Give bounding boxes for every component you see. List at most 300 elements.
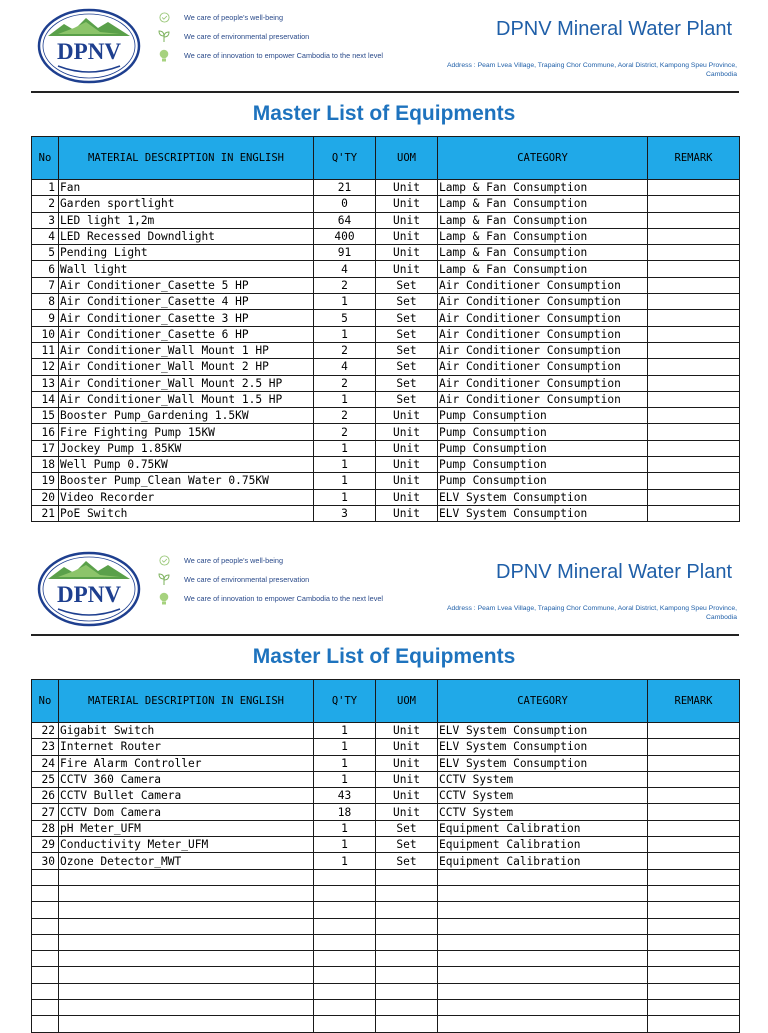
cell-remark	[648, 755, 740, 771]
tagline-item	[158, 27, 448, 46]
cell-qty: 4	[314, 261, 376, 277]
cell-qty: 1	[314, 440, 376, 456]
table-row	[32, 310, 740, 326]
table-row	[32, 788, 740, 804]
column-header-category: CATEGORY	[438, 680, 648, 723]
cell-category: Air Conditioner Consumption	[438, 294, 648, 310]
cell-no: 13	[32, 375, 59, 391]
tagline-item	[158, 551, 448, 570]
cell-category	[438, 918, 648, 934]
table-row	[32, 440, 740, 456]
table-row	[32, 934, 740, 950]
equipment-table	[31, 679, 740, 1033]
table-row	[32, 983, 740, 999]
cell-description: Air Conditioner_Casette 6 HP	[59, 326, 314, 342]
cell-no: 10	[32, 326, 59, 342]
cell-description	[59, 983, 314, 999]
cell-category: Lamp & Fan Consumption	[438, 196, 648, 212]
cell-category	[438, 869, 648, 885]
column-header-qty: Q'TY	[314, 680, 376, 723]
table-row	[32, 424, 740, 440]
cell-no	[32, 983, 59, 999]
cell-uom	[376, 934, 438, 950]
cell-uom	[376, 902, 438, 918]
cell-remark	[648, 326, 740, 342]
cell-description: Fire Alarm Controller	[59, 755, 314, 771]
cell-category: ELV System Consumption	[438, 489, 648, 505]
cell-remark	[648, 489, 740, 505]
cell-uom: Unit	[376, 440, 438, 456]
table-row	[32, 967, 740, 983]
column-header-uom: UOM	[376, 680, 438, 723]
cell-description: Air Conditioner_Wall Mount 1 HP	[59, 342, 314, 358]
cell-remark	[648, 212, 740, 228]
cell-category: ELV System Consumption	[438, 755, 648, 771]
cell-category: ELV System Consumption	[438, 723, 648, 739]
page-header	[0, 543, 768, 635]
table-row	[32, 359, 740, 375]
cell-uom: Unit	[376, 473, 438, 489]
cell-description	[59, 885, 314, 901]
cell-remark	[648, 261, 740, 277]
table-row	[32, 473, 740, 489]
cell-category: Air Conditioner Consumption	[438, 326, 648, 342]
cell-qty: 0	[314, 196, 376, 212]
cell-no	[32, 934, 59, 950]
table-row	[32, 771, 740, 787]
cell-category: Lamp & Fan Consumption	[438, 245, 648, 261]
cell-remark	[648, 771, 740, 787]
cell-no: 29	[32, 837, 59, 853]
cell-description: Air Conditioner_Wall Mount 2 HP	[59, 359, 314, 375]
cell-no: 19	[32, 473, 59, 489]
cell-category: Lamp & Fan Consumption	[438, 180, 648, 196]
cell-no: 9	[32, 310, 59, 326]
cell-no: 22	[32, 723, 59, 739]
cell-uom	[376, 1000, 438, 1016]
cell-uom: Set	[376, 310, 438, 326]
cell-remark	[648, 902, 740, 918]
cell-qty: 5	[314, 310, 376, 326]
column-header-qty: Q'TY	[314, 137, 376, 180]
cell-qty	[314, 934, 376, 950]
table-row	[32, 245, 740, 261]
cell-description: Fire Fighting Pump 15KW	[59, 424, 314, 440]
cell-remark	[648, 967, 740, 983]
cell-uom: Unit	[376, 457, 438, 473]
cell-description: Garden sportlight	[59, 196, 314, 212]
cell-category	[438, 902, 648, 918]
cell-category: Lamp & Fan Consumption	[438, 212, 648, 228]
cell-remark	[648, 837, 740, 853]
cell-remark	[648, 342, 740, 358]
cell-no: 23	[32, 739, 59, 755]
cell-no: 5	[32, 245, 59, 261]
table-row	[32, 885, 740, 901]
cell-category	[438, 885, 648, 901]
cell-remark	[648, 1000, 740, 1016]
cell-uom: Unit	[376, 739, 438, 755]
lightbulb-icon	[158, 49, 170, 63]
cell-no: 24	[32, 755, 59, 771]
cell-no	[32, 885, 59, 901]
cell-description	[59, 951, 314, 967]
cell-remark	[648, 918, 740, 934]
cell-no: 25	[32, 771, 59, 787]
cell-uom	[376, 951, 438, 967]
cell-qty: 1	[314, 820, 376, 836]
cell-category: ELV System Consumption	[438, 505, 648, 521]
cell-category	[438, 934, 648, 950]
cell-no: 26	[32, 788, 59, 804]
cell-qty: 1	[314, 771, 376, 787]
cell-qty: 1	[314, 326, 376, 342]
check-circle-icon	[158, 11, 170, 25]
table-row	[32, 212, 740, 228]
cell-uom: Set	[376, 837, 438, 853]
cell-qty	[314, 1000, 376, 1016]
page-header	[0, 0, 768, 92]
cell-description: Wall light	[59, 261, 314, 277]
cell-uom: Unit	[376, 804, 438, 820]
cell-uom	[376, 983, 438, 999]
leaf-icon	[158, 30, 170, 44]
cell-remark	[648, 739, 740, 755]
cell-remark	[648, 196, 740, 212]
page-title: Master List of Equipments	[252, 645, 516, 668]
table-row	[32, 408, 740, 424]
cell-description	[59, 918, 314, 934]
cell-no: 14	[32, 391, 59, 407]
cell-remark	[648, 869, 740, 885]
cell-remark	[648, 951, 740, 967]
company-name: DPNV Mineral Water Plant	[496, 18, 732, 40]
cell-description: PoE Switch	[59, 505, 314, 521]
cell-qty: 1	[314, 723, 376, 739]
cell-qty: 1	[314, 457, 376, 473]
cell-category: CCTV System	[438, 804, 648, 820]
tagline-item	[158, 46, 448, 65]
cell-remark	[648, 440, 740, 456]
tagline-item	[158, 570, 448, 589]
cell-uom: Unit	[376, 196, 438, 212]
cell-category	[438, 1000, 648, 1016]
tagline-text: We care of people's well-being	[184, 13, 284, 22]
tagline-list	[158, 551, 448, 608]
cell-uom: Set	[376, 391, 438, 407]
table-row	[32, 723, 740, 739]
cell-no	[32, 1000, 59, 1016]
table-row	[32, 326, 740, 342]
tagline-text: We care of innovation to empower Cambodia to the next level	[184, 594, 384, 603]
table-row	[32, 505, 740, 521]
cell-uom: Set	[376, 820, 438, 836]
company-name: DPNV Mineral Water Plant	[496, 561, 732, 583]
cell-qty: 1	[314, 853, 376, 869]
header-divider	[31, 91, 739, 93]
cell-no: 28	[32, 820, 59, 836]
cell-qty: 64	[314, 212, 376, 228]
tagline-list	[158, 8, 448, 65]
tagline-text: We care of environmental preservation	[184, 32, 310, 41]
table-row	[32, 261, 740, 277]
table-row	[32, 853, 740, 869]
cell-no	[32, 869, 59, 885]
cell-category: Equipment Calibration	[438, 837, 648, 853]
cell-description: Gigabit Switch	[59, 723, 314, 739]
cell-uom	[376, 869, 438, 885]
company-address: Address : Peam Lvea Village, Trapaing Chor Commune, Aoral District, Kampong Speu Province, Cambodia	[446, 605, 737, 621]
table-row	[32, 277, 740, 293]
cell-no: 1	[32, 180, 59, 196]
tagline-item	[158, 8, 448, 27]
cell-remark	[648, 424, 740, 440]
cell-qty: 1	[314, 489, 376, 505]
cell-qty	[314, 885, 376, 901]
cell-description	[59, 934, 314, 950]
cell-uom: Unit	[376, 505, 438, 521]
cell-category: Pump Consumption	[438, 457, 648, 473]
cell-qty: 2	[314, 408, 376, 424]
cell-no: 17	[32, 440, 59, 456]
table-row	[32, 180, 740, 196]
cell-remark	[648, 228, 740, 244]
cell-uom: Unit	[376, 212, 438, 228]
cell-no: 2	[32, 196, 59, 212]
cell-uom: Set	[376, 853, 438, 869]
table-row	[32, 739, 740, 755]
cell-uom: Unit	[376, 771, 438, 787]
cell-category: Pump Consumption	[438, 440, 648, 456]
cell-uom: Unit	[376, 755, 438, 771]
table-row	[32, 489, 740, 505]
cell-uom: Set	[376, 375, 438, 391]
column-header-no: No	[32, 137, 59, 180]
table-row	[32, 391, 740, 407]
cell-no: 6	[32, 261, 59, 277]
cell-description: Air Conditioner_Wall Mount 2.5 HP	[59, 375, 314, 391]
column-header-remark: REMARK	[648, 680, 740, 723]
cell-qty: 1	[314, 391, 376, 407]
cell-no: 27	[32, 804, 59, 820]
table-row	[32, 902, 740, 918]
cell-uom: Unit	[376, 788, 438, 804]
cell-remark	[648, 804, 740, 820]
cell-category: Pump Consumption	[438, 408, 648, 424]
table-row	[32, 804, 740, 820]
cell-no	[32, 918, 59, 934]
cell-description: Booster Pump_Clean Water 0.75KW	[59, 473, 314, 489]
cell-category: Equipment Calibration	[438, 853, 648, 869]
cell-category: ELV System Consumption	[438, 739, 648, 755]
cell-remark	[648, 310, 740, 326]
cell-uom: Unit	[376, 489, 438, 505]
cell-no: 15	[32, 408, 59, 424]
table-row	[32, 837, 740, 853]
cell-qty: 400	[314, 228, 376, 244]
cell-description: Fan	[59, 180, 314, 196]
header-divider	[31, 634, 739, 636]
cell-qty: 1	[314, 755, 376, 771]
cell-no: 8	[32, 294, 59, 310]
tagline-item	[158, 589, 448, 608]
table-row	[32, 294, 740, 310]
cell-qty: 1	[314, 473, 376, 489]
cell-remark	[648, 180, 740, 196]
cell-description: Jockey Pump 1.85KW	[59, 440, 314, 456]
cell-description: LED light 1,2m	[59, 212, 314, 228]
cell-category: Air Conditioner Consumption	[438, 277, 648, 293]
cell-uom	[376, 885, 438, 901]
cell-category: Air Conditioner Consumption	[438, 375, 648, 391]
cell-no: 20	[32, 489, 59, 505]
cell-uom: Unit	[376, 408, 438, 424]
page-2	[0, 543, 768, 868]
lightbulb-icon	[158, 592, 170, 606]
cell-category: Air Conditioner Consumption	[438, 391, 648, 407]
cell-category: CCTV System	[438, 771, 648, 787]
cell-category: Air Conditioner Consumption	[438, 310, 648, 326]
cell-description: Air Conditioner_Casette 5 HP	[59, 277, 314, 293]
cell-qty: 2	[314, 277, 376, 293]
table-row	[32, 820, 740, 836]
table-row	[32, 869, 740, 885]
cell-remark	[648, 457, 740, 473]
table-row	[32, 1000, 740, 1016]
cell-qty: 1	[314, 837, 376, 853]
cell-uom: Set	[376, 294, 438, 310]
cell-uom: Unit	[376, 180, 438, 196]
cell-qty	[314, 869, 376, 885]
cell-remark	[648, 375, 740, 391]
cell-qty	[314, 967, 376, 983]
cell-uom: Unit	[376, 723, 438, 739]
table-row	[32, 196, 740, 212]
tagline-text: We care of innovation to empower Cambodia to the next level	[184, 51, 384, 60]
cell-no: 11	[32, 342, 59, 358]
cell-remark	[648, 277, 740, 293]
table-row	[32, 918, 740, 934]
cell-category	[438, 983, 648, 999]
cell-uom: Unit	[376, 245, 438, 261]
cell-remark	[648, 408, 740, 424]
cell-no: 16	[32, 424, 59, 440]
cell-remark	[648, 853, 740, 869]
cell-description: Air Conditioner_Wall Mount 1.5 HP	[59, 391, 314, 407]
column-header-description: MATERIAL DESCRIPTION IN ENGLISH	[59, 137, 314, 180]
cell-qty: 1	[314, 739, 376, 755]
cell-qty: 2	[314, 375, 376, 391]
cell-category: CCTV System	[438, 788, 648, 804]
cell-description	[59, 967, 314, 983]
cell-qty: 4	[314, 359, 376, 375]
cell-no: 12	[32, 359, 59, 375]
cell-remark	[648, 983, 740, 999]
cell-no	[32, 902, 59, 918]
cell-uom	[376, 918, 438, 934]
cell-qty: 43	[314, 788, 376, 804]
cell-qty: 2	[314, 424, 376, 440]
cell-description: pH Meter_UFM	[59, 820, 314, 836]
cell-category: Lamp & Fan Consumption	[438, 228, 648, 244]
cell-no: 7	[32, 277, 59, 293]
dpnv-logo	[36, 6, 142, 86]
tagline-text: We care of environmental preservation	[184, 575, 310, 584]
cell-description: Air Conditioner_Casette 4 HP	[59, 294, 314, 310]
column-header-no: No	[32, 680, 59, 723]
cell-description: LED Recessed Downdlight	[59, 228, 314, 244]
cell-uom: Set	[376, 277, 438, 293]
column-header-uom: UOM	[376, 137, 438, 180]
column-header-category: CATEGORY	[438, 137, 648, 180]
cell-description: Air Conditioner_Casette 3 HP	[59, 310, 314, 326]
cell-no: 18	[32, 457, 59, 473]
table-row	[32, 457, 740, 473]
cell-description: CCTV Dom Camera	[59, 804, 314, 820]
table-row	[32, 951, 740, 967]
cell-qty: 21	[314, 180, 376, 196]
cell-no	[32, 951, 59, 967]
cell-no: 21	[32, 505, 59, 521]
cell-description: Well Pump 0.75KW	[59, 457, 314, 473]
page-title: Master List of Equipments	[252, 102, 516, 125]
cell-description: Conductivity Meter_UFM	[59, 837, 314, 853]
cell-description: Ozone Detector_MWT	[59, 853, 314, 869]
cell-description: CCTV 360 Camera	[59, 771, 314, 787]
cell-qty: 18	[314, 804, 376, 820]
cell-remark	[648, 820, 740, 836]
table-row	[32, 375, 740, 391]
cell-qty	[314, 983, 376, 999]
cell-description: CCTV Bullet Camera	[59, 788, 314, 804]
cell-category: Lamp & Fan Consumption	[438, 261, 648, 277]
table-header-row	[32, 137, 740, 180]
cell-category: Equipment Calibration	[438, 820, 648, 836]
cell-qty: 2	[314, 342, 376, 358]
dpnv-logo	[36, 549, 142, 629]
cell-qty	[314, 902, 376, 918]
cell-uom: Unit	[376, 228, 438, 244]
cell-description: Internet Router	[59, 739, 314, 755]
cell-remark	[648, 294, 740, 310]
cell-description	[59, 1000, 314, 1016]
tagline-text: We care of people's well-being	[184, 556, 284, 565]
cell-remark	[648, 245, 740, 261]
cell-uom	[376, 967, 438, 983]
cell-uom: Unit	[376, 261, 438, 277]
svg-text:DPNV: DPNV	[57, 39, 121, 64]
company-address: Address : Peam Lvea Village, Trapaing Chor Commune, Aoral District, Kampong Speu Province, Cambodia	[446, 62, 737, 78]
cell-remark	[648, 391, 740, 407]
cell-uom: Set	[376, 359, 438, 375]
leaf-icon	[158, 573, 170, 587]
cell-description	[59, 869, 314, 885]
cell-description: Booster Pump_Gardening 1.5KW	[59, 408, 314, 424]
cell-category	[438, 951, 648, 967]
table-row	[32, 228, 740, 244]
cell-remark	[648, 723, 740, 739]
table-row	[32, 755, 740, 771]
cell-remark	[648, 359, 740, 375]
cell-remark	[648, 788, 740, 804]
cell-remark	[648, 473, 740, 489]
cell-uom: Unit	[376, 424, 438, 440]
cell-qty: 91	[314, 245, 376, 261]
cell-remark	[648, 885, 740, 901]
check-circle-icon	[158, 554, 170, 568]
svg-text:DPNV: DPNV	[57, 582, 121, 607]
equipment-table	[31, 136, 740, 522]
